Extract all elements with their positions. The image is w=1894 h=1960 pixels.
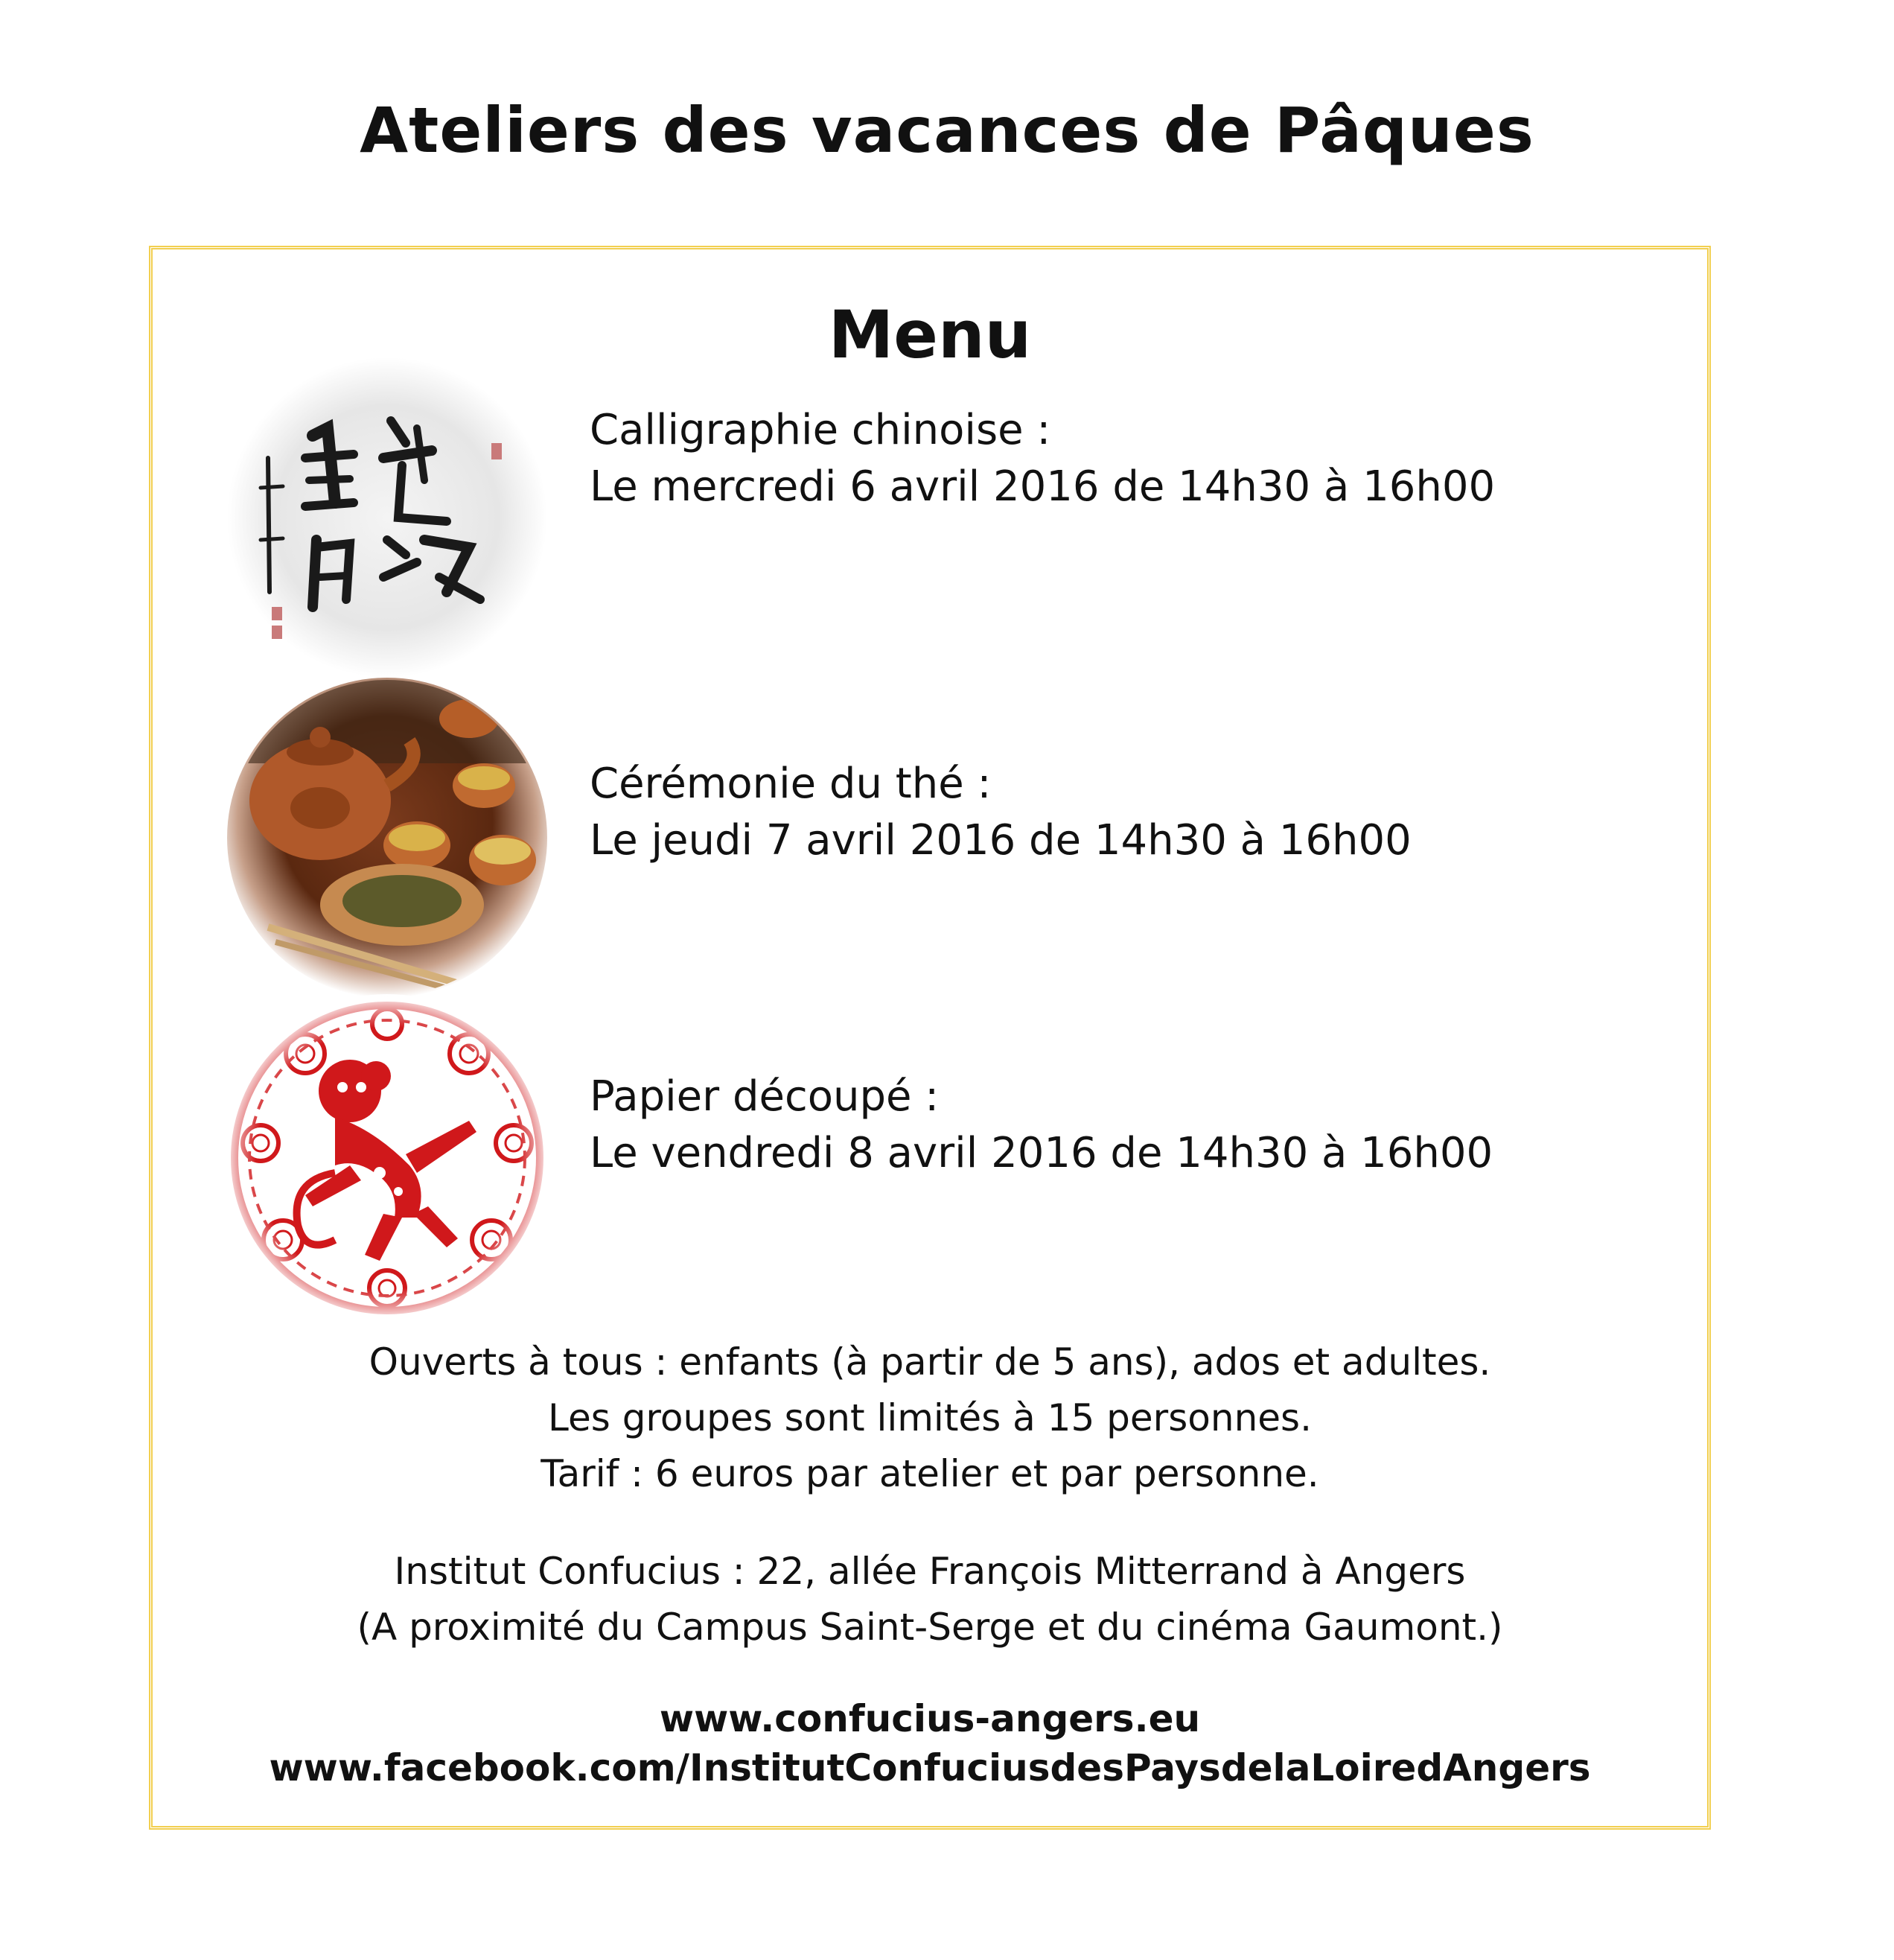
info-group-size: Les groupes sont limités à 15 personnes.: [548, 1396, 1312, 1439]
workshop-tea: [223, 674, 1638, 1002]
workshop-date: Le mercredi 6 avril 2016 de 14h30 à 16h00: [590, 462, 1496, 511]
info-audience: Ouverts à tous : enfants (à partir de 5 ans), ados et adultes.: [369, 1340, 1491, 1384]
menu-title: Menu: [828, 296, 1032, 373]
workshop-date: Le jeudi 7 avril 2016 de 14h30 à 16h00: [590, 816, 1412, 865]
facebook-link[interactable]: www.facebook.com/InstitutConfuciusdesPaysdelaLoiredAngers: [269, 1746, 1591, 1789]
address: [153, 1544, 1707, 1655]
address-line: Institut Confucius : 22, allée François Mitterrand à Angers: [394, 1550, 1466, 1593]
website-link[interactable]: www.confucius-angers.eu: [659, 1697, 1201, 1740]
info-price: Tarif : 6 euros par atelier et par personne.: [541, 1452, 1319, 1495]
calligraphy-image: [223, 354, 551, 681]
links: [153, 1694, 1707, 1792]
menu-frame: [149, 246, 1711, 1830]
page-title: Ateliers des vacances de Pâques: [360, 94, 1534, 167]
workshop-name: Calligraphie chinoise :: [590, 406, 1051, 454]
workshop-name: Papier découpé :: [590, 1072, 940, 1121]
workshop-calligraphy: [223, 354, 1638, 681]
address-note: (A proximité du Campus Saint-Serge et du cinéma Gaumont.): [357, 1606, 1503, 1649]
tea-ceremony-image: [223, 674, 551, 1002]
paper-cut-image: [223, 994, 551, 1322]
workshop-date: Le vendredi 8 avril 2016 de 14h30 à 16h00: [590, 1129, 1493, 1177]
workshop-papercut: [223, 994, 1638, 1322]
workshop-name: Cérémonie du thé :: [590, 760, 992, 808]
general-info: [153, 1334, 1707, 1502]
